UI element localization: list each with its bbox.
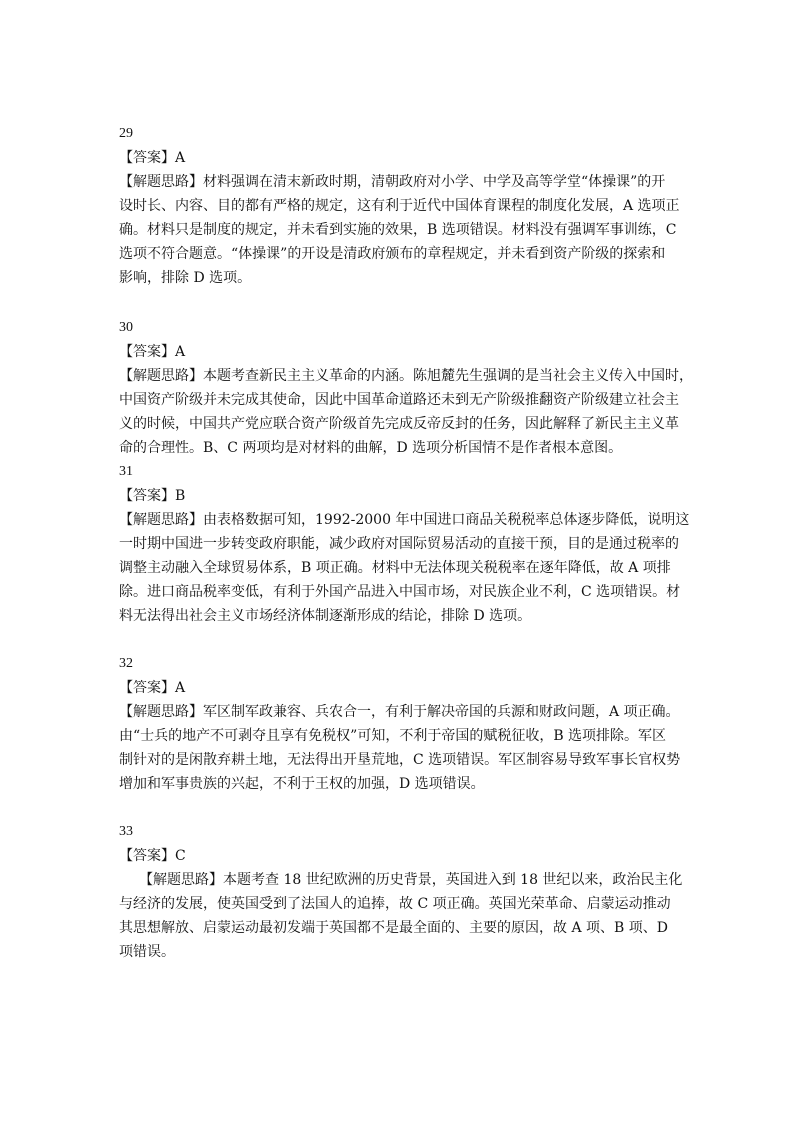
explanation-line: 确。材料只是制度的规定，并未看到实施的效果，B 选项错误。材料没有强调军事训练，C (119, 222, 677, 238)
explanation-line: 命的合理性。B、C 两项均是对材料的曲解，D 选项分析国情不是作者根本意图。 (119, 440, 623, 456)
question-29 (119, 122, 684, 290)
explanation-line: 中国资产阶级并未完成其使命，因此中国革命道路还未到无产阶级推翻资产阶级建立社会主 (119, 392, 679, 408)
explanation-line: 除。进口商品税率变低，有利于外国产品进入中国市场，对民族企业不利，C 选项错误。材 (119, 584, 681, 600)
question-31 (119, 460, 690, 628)
explanation-line: 由“士兵的地产不可剥夺且享有免税权”可知，不利于帝国的赋税征收，B 选项排除。军区 (119, 728, 667, 744)
explanation-line: 项错误。 (119, 944, 175, 960)
question-number: 29 (119, 126, 133, 141)
explanation-line: 调整主动融入全球贸易体系，B 项正确。材料中无法体现关税税率在逐年降低，故 A 项排 (119, 560, 671, 576)
question-30 (119, 316, 693, 460)
explanation-line: 【解题思路】本题考查 18 世纪欧洲的历史背景，英国进入到 18 世纪以来，政治民主化 (139, 872, 683, 888)
spacer (119, 290, 684, 316)
explanation-line: 影响，排除 D 选项。 (119, 270, 252, 286)
answer-key-page (119, 122, 693, 964)
explanation-line: 制针对的是闲散弃耕土地，无法得出开垦荒地，C 选项错误。军区制容易导致军事长官权势 (119, 752, 681, 768)
question-number: 32 (119, 656, 133, 671)
explanation-line: 选项不符合题意。“体操课”的开设是清政府颁布的章程规定，并未看到资产阶级的探索和 (119, 246, 666, 262)
question-number: 33 (119, 824, 133, 839)
question-number: 30 (119, 320, 133, 335)
spacer (119, 628, 684, 652)
answer-line: 【答案】A (119, 150, 186, 166)
answer-line: 【答案】C (119, 848, 186, 864)
question-33 (119, 820, 684, 964)
explanation-line: 增加和军事贵族的兴起，不利于王权的加强，D 选项错误。 (119, 776, 485, 792)
spacer (119, 796, 684, 820)
answer-line: 【答案】A (119, 680, 186, 696)
explanation-line: 料无法得出社会主义市场经济体制逐渐形成的结论，排除 D 选项。 (119, 608, 532, 624)
explanation-line: 【解题思路】军区制军政兼容、兵农合一，有利于解决帝国的兵源和财政问题，A 项正确。 (119, 704, 680, 720)
explanation-line: 【解题思路】由表格数据可知，1992-2000 年中国进口商品关税税率总体逐步降低，说明这 (119, 512, 690, 528)
answer-line: 【答案】A (119, 344, 186, 360)
explanation-line: 【解题思路】材料强调在清末新政时期，清朝政府对小学、中学及高等学堂“体操课”的开 (119, 174, 666, 190)
explanation-line: 其思想解放、启蒙运动最初发端于英国都不是最全面的、主要的原因，故 A 项、B 项、D (119, 920, 668, 936)
explanation-line: 设时长、内容、目的都有严格的规定，这有利于近代中国体育课程的制度化发展，A 选项正 (119, 198, 680, 214)
explanation-line: 与经济的发展，使英国受到了法国人的追捧，故 C 项正确。英国光荣革命、启蒙运动推动 (119, 896, 671, 912)
question-number: 31 (119, 464, 133, 479)
explanation-line: 一时期中国进一步转变政府职能，减少政府对国际贸易活动的直接干预，目的是通过税率的 (119, 536, 679, 552)
answer-line: 【答案】B (119, 488, 186, 504)
explanation-line: 义的时候，中国共产党应联合资产阶级首先完成反帝反封的任务，因此解释了新民主主义革 (119, 416, 679, 432)
question-32 (119, 652, 684, 796)
explanation-line: 【解题思路】本题考查新民主主义革命的内涵。陈旭麓先生强调的是当社会主义传入中国时， (119, 368, 693, 384)
